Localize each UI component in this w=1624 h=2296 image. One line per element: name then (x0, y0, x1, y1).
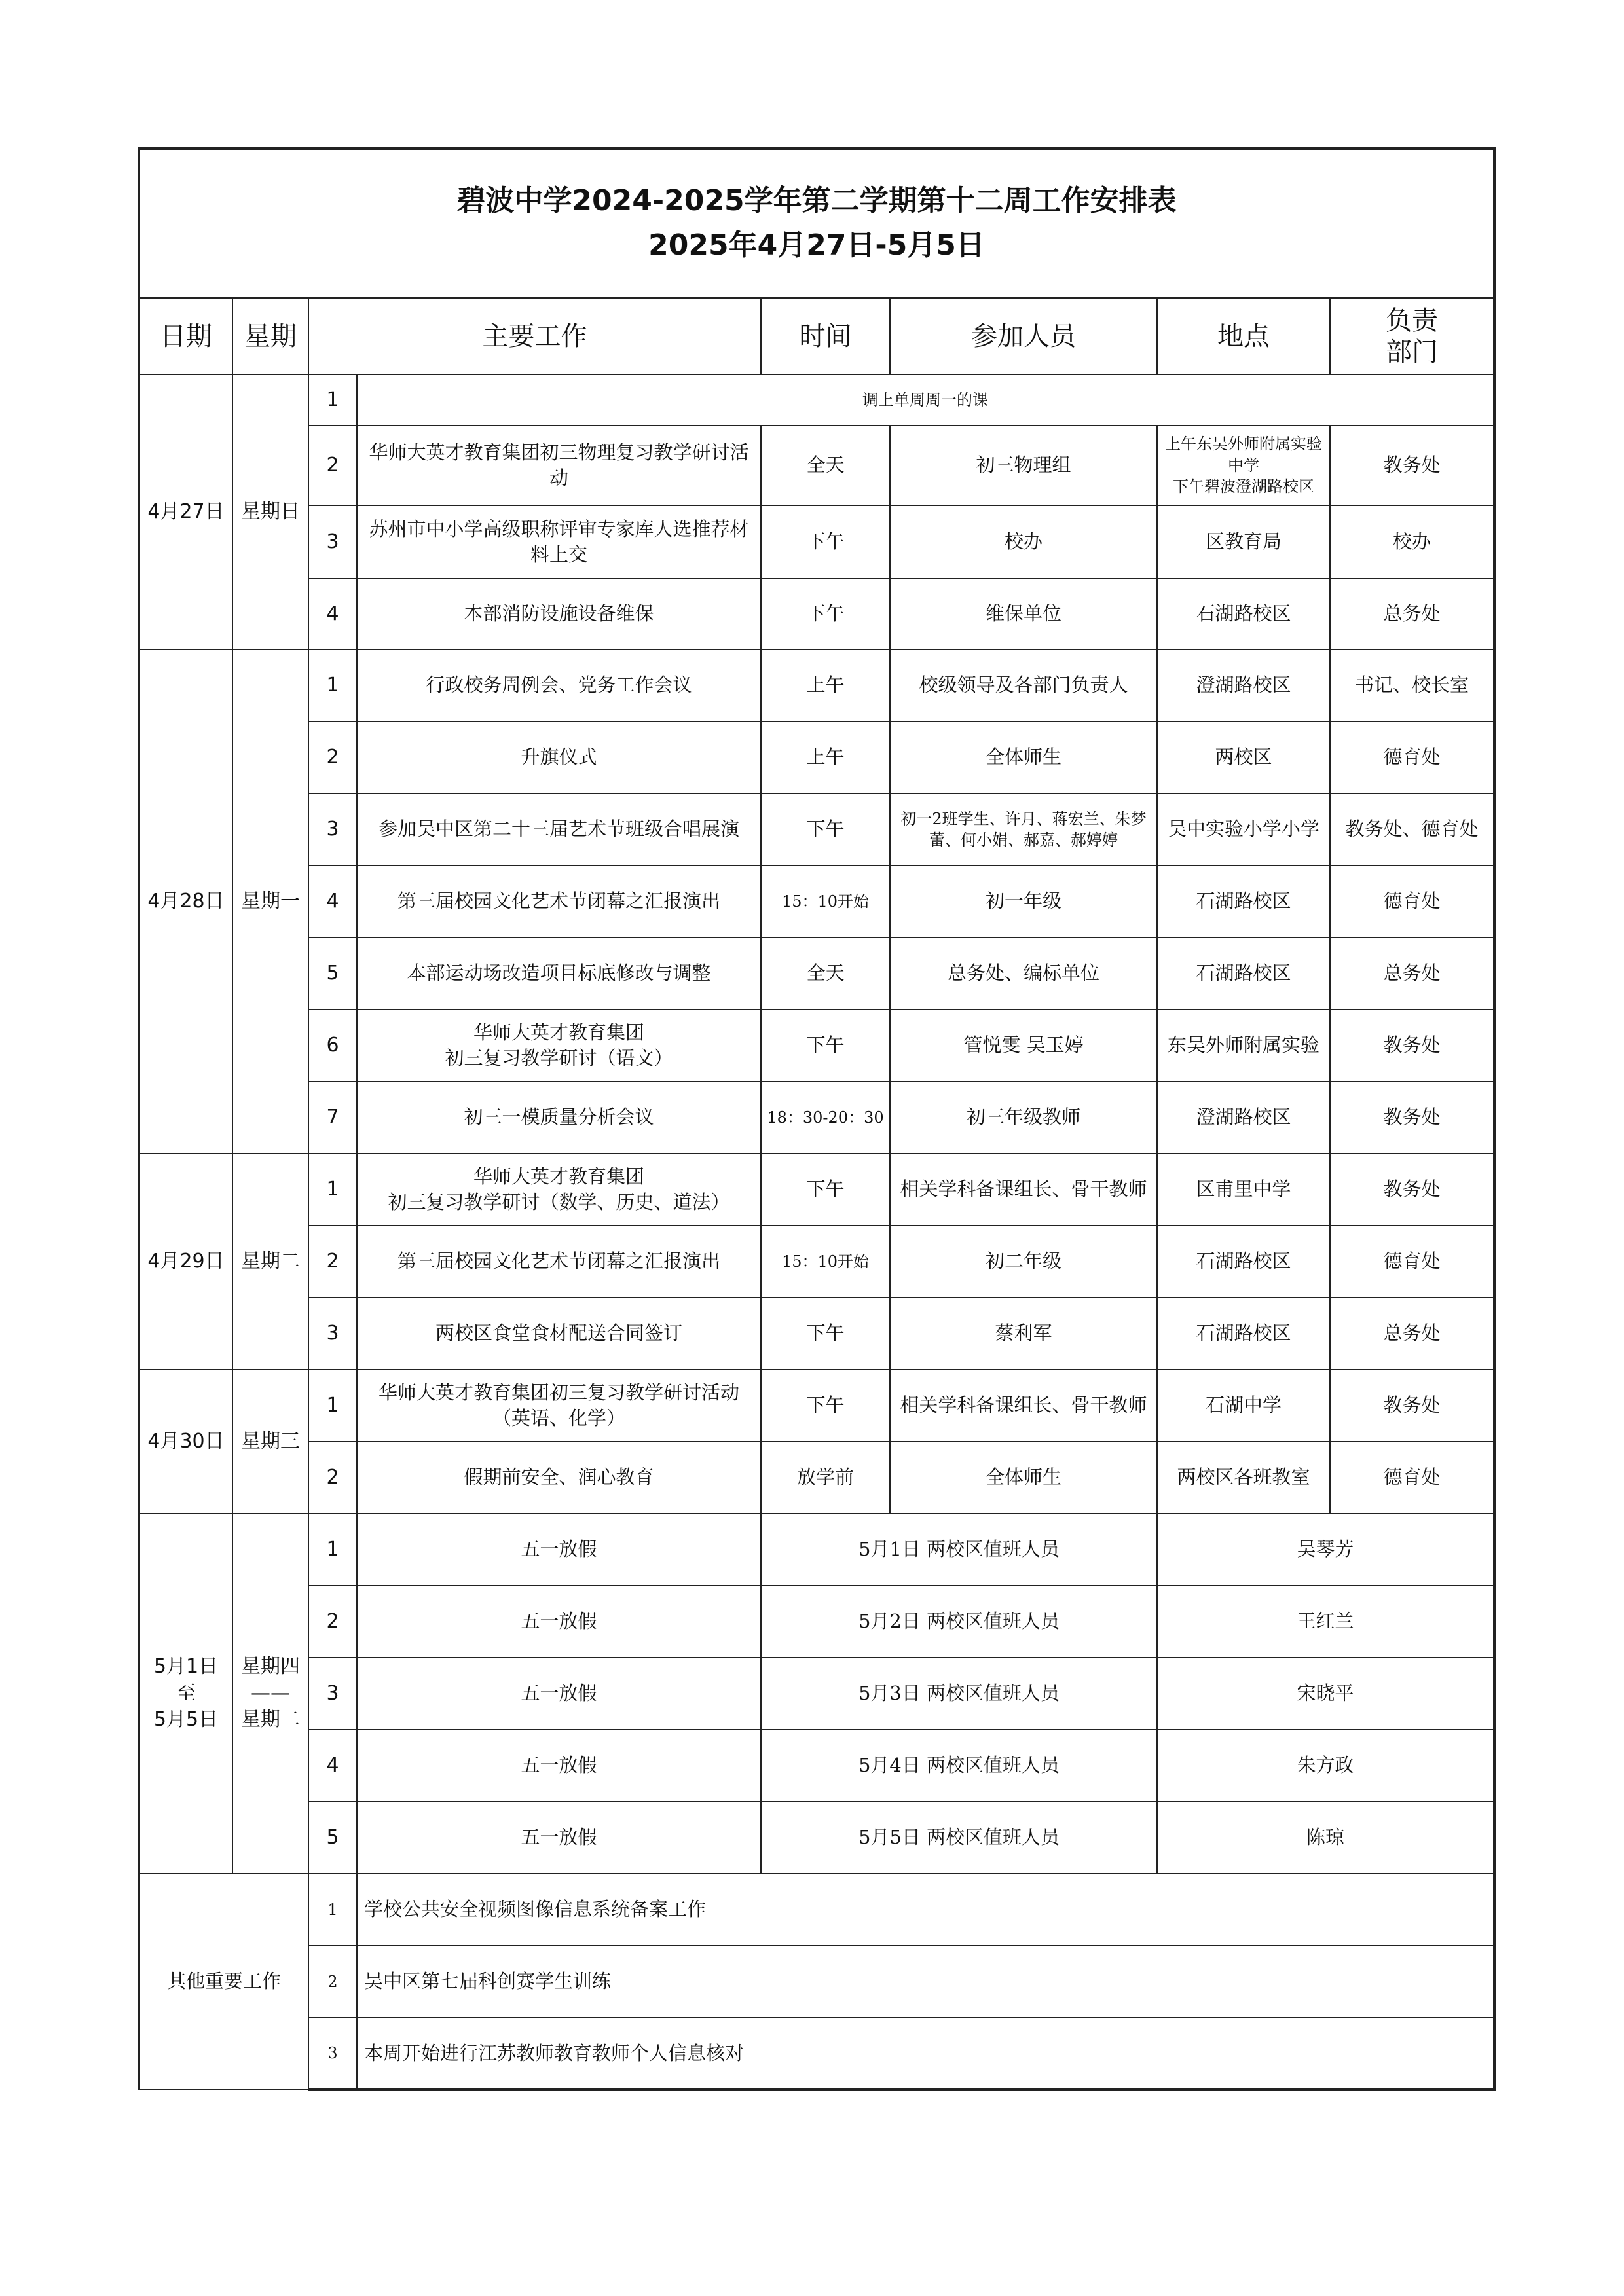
schedule-row (139, 1010, 1494, 1082)
location-cell: 两校区各班教室 (1157, 1442, 1330, 1514)
schedule-row (139, 1514, 1494, 1586)
header-weekday: 星期 (232, 298, 308, 374)
schedule-row (139, 649, 1494, 721)
department-cell: 教务处 (1330, 1082, 1494, 1154)
location-cell: 澄湖路校区 (1157, 649, 1330, 721)
date-cell-line-1: 5月1日至 (153, 1655, 219, 1705)
participants-cell: 初一年级 (890, 866, 1157, 938)
duty-cell: 5月1日 两校区值班人员 (761, 1514, 1157, 1586)
other-item-text: 学校公共安全视频图像信息系统备案工作 (357, 1874, 1494, 1946)
header-main-work: 主要工作 (308, 298, 761, 374)
weekday-cell-line-1: 星期四 (241, 1655, 300, 1679)
department-cell: 教务处、德育处 (1330, 793, 1494, 866)
work-cell: 行政校务周例会、党务工作会议 (357, 649, 761, 721)
location-cell: 石湖中学 (1157, 1370, 1330, 1442)
participants-cell: 初一2班学生、许月、蒋宏兰、朱梦蕾、何小娟、郝嘉、郝婷婷 (890, 793, 1157, 866)
department-cell: 教务处 (1330, 1154, 1494, 1226)
time-cell: 下午 (761, 1010, 890, 1082)
department-cell: 德育处 (1330, 721, 1494, 793)
other-work-row (139, 1946, 1494, 2018)
schedule-row (139, 426, 1494, 505)
work-cell: 五一放假 (357, 1802, 761, 1874)
location-cell: 石湖路校区 (1157, 866, 1330, 938)
time-cell: 下午 (761, 505, 890, 579)
item-number: 2 (308, 1586, 357, 1658)
weekday-cell: 星期二 (232, 1154, 308, 1370)
weekday-cell: 星期日 (232, 374, 308, 649)
location-cell: 石湖路校区 (1157, 938, 1330, 1010)
schedule-title (139, 149, 1494, 298)
duty-person-cell: 朱方政 (1157, 1730, 1494, 1802)
work-cell: 苏州市中小学高级职称评审专家库人选推荐材料上交 (357, 505, 761, 579)
work-cell-line-2: （英语、化学） (492, 1407, 625, 1429)
participants-cell: 校办 (890, 505, 1157, 579)
work-cell-line-1: 华师大英才教育集团 (473, 1021, 644, 1044)
work-cell: 华师大英才教育集团初三物理复习教学研讨活动 (357, 426, 761, 505)
item-number: 4 (308, 866, 357, 938)
department-cell: 总务处 (1330, 579, 1494, 649)
participants-cell: 总务处、编标单位 (890, 938, 1157, 1010)
department-cell: 教务处 (1330, 1370, 1494, 1442)
item-number: 2 (308, 721, 357, 793)
time-cell: 下午 (761, 1370, 890, 1442)
item-number: 1 (308, 1370, 357, 1442)
participants-cell: 全体师生 (890, 721, 1157, 793)
item-number: 1 (308, 374, 357, 426)
item-number: 3 (308, 505, 357, 579)
item-number: 1 (308, 1514, 357, 1586)
department-cell: 校办 (1330, 505, 1494, 579)
other-item-text: 吴中区第七届科创赛学生训练 (357, 1946, 1494, 2018)
work-cell: 参加吴中区第二十三届艺术节班级合唱展演 (357, 793, 761, 866)
participants-cell: 维保单位 (890, 579, 1157, 649)
department-cell: 德育处 (1330, 1442, 1494, 1514)
header-time: 时间 (761, 298, 890, 374)
schedule-row (139, 1082, 1494, 1154)
department-cell: 德育处 (1330, 866, 1494, 938)
item-number: 1 (308, 1154, 357, 1226)
schedule-row (139, 505, 1494, 579)
work-cell (357, 1154, 761, 1226)
item-number: 3 (308, 793, 357, 866)
schedule-row (139, 374, 1494, 426)
time-cell: 全天 (761, 938, 890, 1010)
item-number: 5 (308, 1802, 357, 1874)
other-item-text: 本周开始进行江苏教师教育教师个人信息核对 (357, 2018, 1494, 2090)
schedule-row (139, 721, 1494, 793)
work-cell: 五一放假 (357, 1586, 761, 1658)
item-number: 1 (308, 649, 357, 721)
location-cell-line-1: 上午东吴外师附属实验中学 (1165, 435, 1322, 475)
work-cell: 本部运动场改造项目标底修改与调整 (357, 938, 761, 1010)
schedule-row (139, 1658, 1494, 1730)
participants-cell: 初二年级 (890, 1226, 1157, 1298)
schedule-row (139, 1154, 1494, 1226)
work-cell: 第三届校园文化艺术节闭幕之汇报演出 (357, 1226, 761, 1298)
work-cell: 初三一模质量分析会议 (357, 1082, 761, 1154)
work-cell: 调上单周周一的课 (357, 374, 1494, 426)
schedule-row (139, 866, 1494, 938)
header-date: 日期 (139, 298, 232, 374)
participants-cell: 相关学科备课组长、骨干教师 (890, 1370, 1157, 1442)
header-location: 地点 (1157, 298, 1330, 374)
work-cell: 五一放假 (357, 1730, 761, 1802)
item-number: 4 (308, 1730, 357, 1802)
time-cell: 上午 (761, 721, 890, 793)
participants-cell: 管悦雯 吴玉婷 (890, 1010, 1157, 1082)
schedule-row (139, 793, 1494, 866)
participants-cell: 蔡利军 (890, 1298, 1157, 1370)
work-cell-line-1: 华师大英才教育集团 (473, 1165, 644, 1188)
work-cell-line-1: 华师大英才教育集团初三复习教学研讨活动 (378, 1381, 739, 1404)
time-cell: 下午 (761, 793, 890, 866)
weekday-cell (232, 1514, 308, 1874)
duty-person-cell: 吴琴芳 (1157, 1514, 1494, 1586)
schedule-row (139, 579, 1494, 649)
other-item-number: 1 (308, 1874, 357, 1946)
item-number: 6 (308, 1010, 357, 1082)
time-cell: 15：10开始 (761, 1226, 890, 1298)
item-number: 2 (308, 426, 357, 505)
work-cell: 两校区食堂食材配送合同签订 (357, 1298, 761, 1370)
other-work-label: 其他重要工作 (139, 1874, 308, 2090)
other-item-number: 2 (308, 1946, 357, 2018)
participants-cell: 全体师生 (890, 1442, 1157, 1514)
header-department (1330, 298, 1494, 374)
location-cell: 东吴外师附属实验 (1157, 1010, 1330, 1082)
location-cell: 区教育局 (1157, 505, 1330, 579)
department-cell: 教务处 (1330, 426, 1494, 505)
item-number: 3 (308, 1658, 357, 1730)
location-cell: 石湖路校区 (1157, 1298, 1330, 1370)
header-participants: 参加人员 (890, 298, 1157, 374)
work-cell (357, 1010, 761, 1082)
item-number: 3 (308, 1298, 357, 1370)
time-cell: 15：10开始 (761, 866, 890, 938)
work-schedule-table (138, 147, 1496, 2091)
date-cell: 4月29日 (139, 1154, 232, 1370)
participants-cell: 校级领导及各部门负责人 (890, 649, 1157, 721)
location-cell-line-2: 下午碧波澄湖路校区 (1173, 477, 1314, 496)
location-cell: 石湖路校区 (1157, 579, 1330, 649)
duty-person-cell: 陈琼 (1157, 1802, 1494, 1874)
participants-cell: 相关学科备课组长、骨干教师 (890, 1154, 1157, 1226)
location-cell (1157, 426, 1330, 505)
location-cell: 石湖路校区 (1157, 1226, 1330, 1298)
work-cell: 本部消防设施设备维保 (357, 579, 761, 649)
participants-cell: 初三物理组 (890, 426, 1157, 505)
date-cell-line-2: 5月5日 (153, 1708, 219, 1732)
location-cell: 区甫里中学 (1157, 1154, 1330, 1226)
schedule-row (139, 1802, 1494, 1874)
other-work-row (139, 1874, 1494, 1946)
participants-cell: 初三年级教师 (890, 1082, 1157, 1154)
time-cell: 下午 (761, 579, 890, 649)
time-cell: 下午 (761, 1298, 890, 1370)
department-cell: 总务处 (1330, 1298, 1494, 1370)
duty-cell: 5月5日 两校区值班人员 (761, 1802, 1157, 1874)
date-cell: 4月27日 (139, 374, 232, 649)
duty-person-cell: 宋晓平 (1157, 1658, 1494, 1730)
header-department-line-2: 部门 (1386, 337, 1439, 367)
department-cell: 书记、校长室 (1330, 649, 1494, 721)
schedule-row (139, 1730, 1494, 1802)
work-cell: 五一放假 (357, 1658, 761, 1730)
date-cell: 4月30日 (139, 1370, 232, 1514)
other-work-row (139, 2018, 1494, 2090)
duty-cell: 5月2日 两校区值班人员 (761, 1586, 1157, 1658)
schedule-row (139, 1298, 1494, 1370)
department-cell: 教务处 (1330, 1010, 1494, 1082)
item-number: 2 (308, 1442, 357, 1514)
work-cell-line-2: 初三复习教学研讨（语文） (445, 1047, 673, 1069)
location-cell: 澄湖路校区 (1157, 1082, 1330, 1154)
item-number: 7 (308, 1082, 357, 1154)
date-cell (139, 1514, 232, 1874)
time-cell: 下午 (761, 1154, 890, 1226)
time-cell: 放学前 (761, 1442, 890, 1514)
header-department-line-1: 负责 (1386, 306, 1439, 336)
location-cell: 吴中实验小学小学 (1157, 793, 1330, 866)
duty-cell: 5月4日 两校区值班人员 (761, 1730, 1157, 1802)
time-cell: 全天 (761, 426, 890, 505)
work-cell: 假期前安全、润心教育 (357, 1442, 761, 1514)
work-cell: 升旗仪式 (357, 721, 761, 793)
title-line-2: 2025年4月27日-5月5日 (648, 228, 985, 262)
duty-cell: 5月3日 两校区值班人员 (761, 1658, 1157, 1730)
work-cell: 五一放假 (357, 1514, 761, 1586)
schedule-row (139, 1442, 1494, 1514)
title-line-1: 碧波中学2024-2025学年第二学期第十二周工作安排表 (456, 183, 1177, 217)
department-cell: 总务处 (1330, 938, 1494, 1010)
time-cell: 上午 (761, 649, 890, 721)
item-number: 2 (308, 1226, 357, 1298)
schedule-row (139, 1370, 1494, 1442)
weekday-cell-line-3: 星期二 (241, 1708, 300, 1732)
item-number: 4 (308, 579, 357, 649)
date-cell: 4月28日 (139, 649, 232, 1154)
department-cell: 德育处 (1330, 1226, 1494, 1298)
work-cell (357, 1370, 761, 1442)
item-number: 5 (308, 938, 357, 1010)
weekday-cell: 星期三 (232, 1370, 308, 1514)
other-item-number: 3 (308, 2018, 357, 2090)
location-cell: 两校区 (1157, 721, 1330, 793)
schedule-row (139, 938, 1494, 1010)
work-cell-line-2: 初三复习教学研讨（数学、历史、道法） (388, 1191, 730, 1213)
work-cell: 第三届校园文化艺术节闭幕之汇报演出 (357, 866, 761, 938)
weekday-cell: 星期一 (232, 649, 308, 1154)
time-cell: 18：30-20：30 (761, 1082, 890, 1154)
schedule-row (139, 1226, 1494, 1298)
duty-person-cell: 王红兰 (1157, 1586, 1494, 1658)
weekday-cell-line-2: —— (251, 1681, 290, 1705)
schedule-row (139, 1586, 1494, 1658)
